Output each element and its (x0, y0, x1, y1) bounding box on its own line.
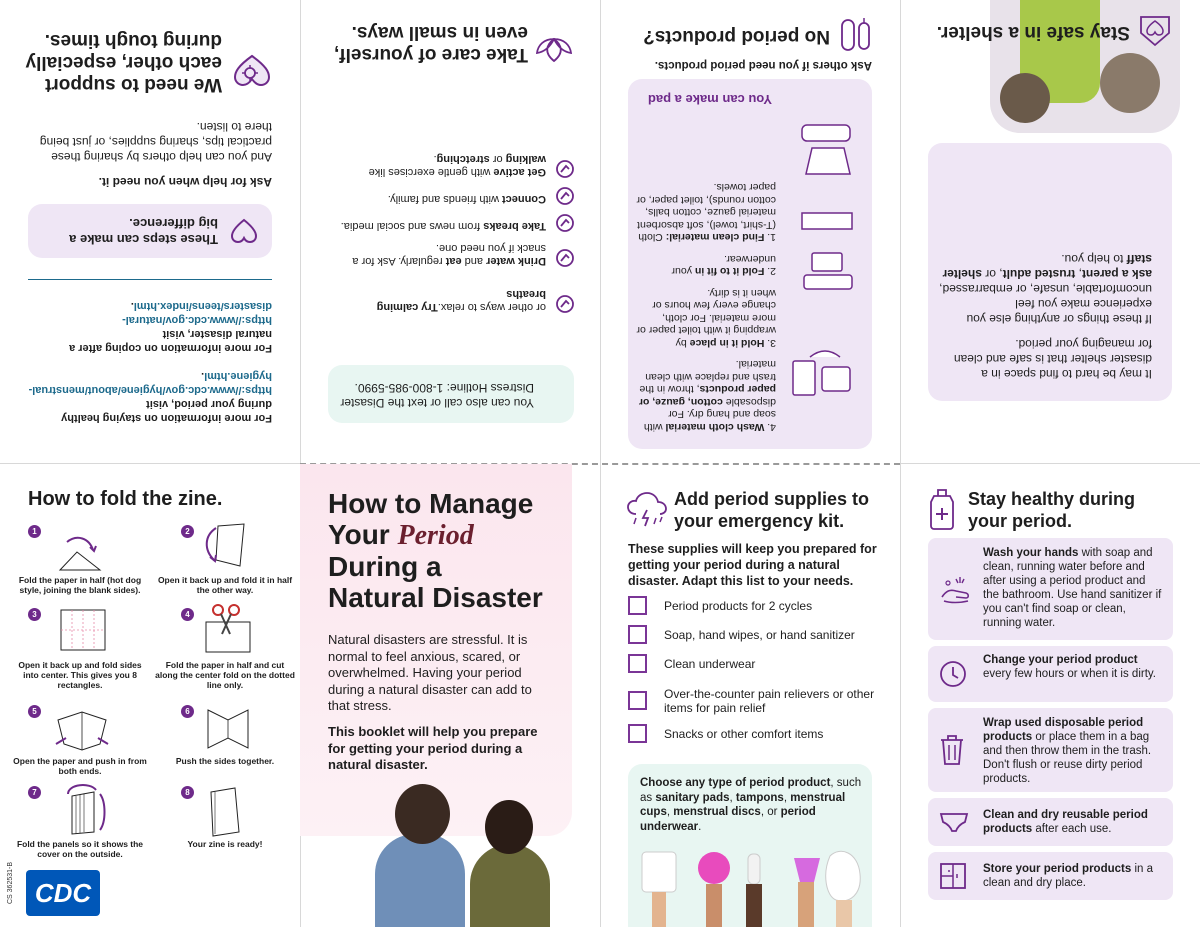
kit-item (628, 626, 878, 644)
item-bold: Try calming breaths (376, 288, 546, 313)
text: in a clean and dry place. (983, 863, 1153, 889)
item-bold: Take breaks (483, 220, 546, 232)
text: with soap and clean, running water before and after using a period product and the bathroom. Use hand sanitizer if you can't find soap or clean, running water. (983, 547, 1162, 629)
shelter-heart-icon (1138, 15, 1172, 47)
fold-step-text: Your zine is ready! (187, 839, 263, 849)
pad-step (636, 287, 776, 350)
item-text: or (489, 153, 506, 165)
person-right-head (485, 800, 533, 854)
person-photo (1100, 53, 1160, 113)
selfcare-item (334, 287, 574, 313)
text: , (729, 791, 736, 804)
selfcare-item (334, 214, 574, 232)
kit-item-label: Snacks or other comfort items (664, 727, 824, 741)
disasters-link[interactable]: https://www.cdc.gov/natural-disasters/teens/index.html (122, 300, 272, 326)
health-tip-text (983, 546, 1163, 630)
cover-lead: This booklet will help you prepare for getting your period during a natural disaster. (328, 724, 538, 772)
text: , (1075, 267, 1082, 281)
lotus-icon (534, 35, 574, 65)
bold: Wash your hands (983, 547, 1079, 559)
selfcare-title: Take care of yourself, even in small ways. (334, 22, 528, 65)
fold-step-text: Fold the panels so it shows the cover on the outside. (16, 839, 144, 859)
cover-intro: Natural disasters are stressful. It is normal to feel anxious, scared, or overwhelmed. Having your period during a natural disaster can add to that stress. (328, 632, 532, 713)
fold-step-text: Fold the paper in half and cut along the center fold on the dotted line only. (155, 660, 295, 690)
shelter-text (937, 251, 1152, 381)
kit-item (628, 597, 878, 615)
title-line: Natural Disaster (328, 582, 543, 613)
more-info-hygiene (52, 299, 272, 355)
bold: menstrual cups (640, 791, 846, 818)
kit-item (628, 655, 878, 673)
check-circle-icon (556, 214, 574, 232)
step-num: 4. (767, 421, 776, 433)
step-text: Cloth (T-shirt, towel), soft absorbent material gauze, cotton balls, cotton rounds), toilet paper, or paper towels. (636, 181, 776, 244)
kit-title: Add period supplies to your emergency kit. (674, 489, 870, 531)
pad-step (636, 181, 776, 244)
kit-item-label: Soap, hand wipes, or hand sanitizer (664, 628, 855, 642)
bold: Change your period product (983, 654, 1138, 666)
hotline-box (328, 365, 574, 423)
bold: Wrap used disposable period products (983, 717, 1144, 743)
cover-photo (375, 784, 550, 927)
selfcare-item (334, 152, 574, 178)
panel-kit (600, 464, 900, 927)
more-info-coping (28, 369, 272, 425)
hygiene-link[interactable]: https://www.cdc.gov/hygiene/about/menstrual-hygiene.html (28, 370, 272, 396)
make-a-pad-box (628, 79, 872, 449)
tampon-pad-icon (838, 17, 872, 53)
kit-item (628, 687, 878, 715)
item-text: from news and social media. (340, 220, 484, 232)
fold-title: How to fold the zine. (28, 488, 223, 510)
title-your: Your (328, 519, 398, 550)
checkbox[interactable] (628, 724, 647, 743)
step-number: 2 (181, 525, 194, 538)
checkbox[interactable] (628, 596, 647, 615)
pad-step (636, 253, 776, 278)
text: or place them in a bag and then throw them in the trash. Don't flush or reuse dirty period products. (983, 731, 1152, 785)
check-circle-icon (556, 295, 574, 313)
bold: menstrual discs (673, 806, 761, 818)
health-tip-text (983, 808, 1163, 836)
pad-steps-illustration (780, 109, 860, 409)
panel-healthy (900, 464, 1200, 927)
fold-step-text: Open it back up and fold sides into center. This gives you 8 rectangles. (18, 660, 142, 690)
text: , or (760, 806, 781, 818)
support-more-info (28, 299, 272, 425)
ask-for-help: Ask for help when you need it. (98, 175, 272, 189)
text: to help you. (1061, 252, 1127, 266)
fold-step-text: Open it back up and fold it in half the other way. (157, 575, 293, 595)
title-line: How to Manage (328, 488, 534, 519)
shelter-p1: It may be hard to find space in a disaster shelter that is safe and clean for managing your period. (953, 337, 1152, 381)
text: , (666, 806, 674, 818)
step-bold: Wash cloth material (665, 421, 765, 433)
shelter-title: Stay safe in a shelter. (936, 22, 1130, 43)
health-tip-text (983, 653, 1163, 681)
fold-step-illustration (200, 702, 256, 756)
step-number: 8 (181, 786, 194, 799)
item-text: with friends and family. (387, 193, 502, 205)
bold: Clean and dry reusable period products (983, 809, 1148, 835)
step-number: 4 (181, 608, 194, 621)
step-text: by wrapping it with toilet paper or more material. For cloth, change every few hours or when it is dirty. (636, 287, 776, 349)
hotline-text: You can also call or text the Disaster Distress Hotline: 1-800-985-5990. (340, 381, 534, 410)
fold-step-illustration (55, 604, 111, 656)
scissors-cut-illustration (200, 600, 256, 656)
step-num: 1. (767, 231, 776, 244)
panel-shelter (900, 0, 1200, 463)
fold-step-illustration (52, 704, 112, 756)
kit-subtitle: These supplies will keep you prepared for getting your period during a natural disaster. Adapt this list to your needs. (628, 542, 877, 588)
step-num: 3. (767, 337, 776, 349)
storage-cabinet-icon (938, 861, 968, 891)
item-bold: walking (505, 153, 546, 165)
kit-item-label: Period products for 2 cycles (664, 599, 813, 613)
bold: period underwear (640, 806, 816, 833)
check-circle-icon (556, 249, 574, 267)
document-code: CS 362531-B (7, 861, 14, 904)
item-text: regularly. Ask for a snack if you need one. (352, 242, 546, 267)
selfcare-item (334, 241, 574, 267)
panel-cover (300, 464, 600, 927)
more-info-end: . (130, 300, 134, 312)
cdc-logo: CDC (26, 870, 100, 916)
step-number: 5 (28, 705, 41, 718)
support-body (22, 119, 272, 189)
trash-can-icon (938, 733, 966, 767)
pad-steps (636, 181, 776, 433)
step-number: 1 (28, 525, 41, 538)
item-text: and (461, 255, 487, 267)
bold: ask a parent (1081, 267, 1152, 281)
item-text: . (433, 153, 437, 165)
health-tip-box (928, 538, 1173, 640)
more-info-text: For more information on coping after a natural disaster, visit (69, 328, 272, 354)
health-tip-text (983, 716, 1163, 786)
shelter-box (928, 143, 1172, 401)
fold-step-text: Fold the paper in half (hot dog style, joining the blank sides). (18, 575, 142, 595)
text: , or (981, 267, 1003, 281)
panel-fold (0, 464, 300, 927)
more-info-text: For more information on staying healthy during your period, visit (61, 398, 272, 424)
health-tip-box (928, 798, 1173, 846)
item-text: or other ways to relax. (437, 301, 546, 313)
item-text: with gentle exercises like (368, 166, 494, 178)
fold-step-illustration (200, 520, 250, 572)
pad-step (636, 358, 776, 433)
title-line: During a (328, 551, 442, 582)
item-bold: stretching (436, 153, 490, 165)
item-bold: Get active (493, 166, 546, 178)
title-period: Period (397, 520, 474, 551)
step-text: , throw in the trash and replace with clean material. (639, 358, 776, 396)
text: , such as (640, 777, 862, 804)
storm-cloud-icon (626, 490, 668, 528)
step-bold: Find clean material: (665, 231, 765, 244)
health-tip-box (928, 646, 1173, 702)
bold: shelter staff (942, 252, 1152, 281)
step-bold: Fold it to fit in (694, 265, 765, 278)
selfcare-list (334, 143, 574, 313)
panel-no-products (600, 0, 900, 463)
heart-icon (230, 218, 258, 244)
selfcare-item (334, 187, 574, 205)
shelter-p2 (937, 251, 1152, 326)
kit-item (628, 725, 878, 743)
bold: Store your period products (983, 863, 1132, 875)
hand-washing-icon (938, 573, 974, 605)
support-title: We need to support each other, especially during tough times. (25, 30, 222, 95)
kit-item-label: Over-the-counter pain relievers or other items for pain relief (664, 687, 875, 715)
product-types-box (628, 764, 872, 927)
health-tip-box (928, 708, 1173, 792)
check-circle-icon (556, 160, 574, 178)
step-number: 7 (28, 786, 41, 799)
health-tip-box (928, 852, 1173, 900)
divider (28, 279, 272, 280)
item-bold: Drink water (486, 255, 546, 267)
text: after each use. (1032, 823, 1112, 835)
checkbox[interactable] (628, 654, 647, 673)
fold-step-text: Push the sides together. (175, 756, 275, 766)
step-num: 2. (767, 265, 776, 278)
person-right (470, 844, 550, 927)
checkbox[interactable] (628, 625, 647, 644)
cover-title (328, 488, 578, 613)
virus-heart-icon (230, 52, 272, 88)
more-info-end: . (201, 370, 205, 382)
no-products-subtitle: Ask others if you need period products. (654, 59, 872, 71)
kit-item-label: Clean underwear (664, 657, 756, 671)
step-number: 3 (28, 608, 41, 621)
check-circle-icon (556, 187, 574, 205)
healthy-title: Stay healthy during your period. (968, 489, 1136, 531)
text: every few hours or when it is dirty. (983, 668, 1156, 680)
kit-checklist (628, 597, 878, 752)
bold: Choose any type of period product (640, 777, 831, 789)
underwear-icon (938, 810, 970, 834)
text: . (698, 820, 702, 833)
bold: trusted adult (1002, 267, 1076, 281)
panel-selfcare (300, 0, 600, 463)
sanitizer-bottle-icon (928, 488, 956, 530)
step-number: 6 (181, 705, 194, 718)
step-bold: cotton, gauze, or paper products (638, 383, 776, 408)
fold-step-illustration (60, 782, 110, 838)
hands-with-products-illustration (636, 844, 866, 927)
person-left-head (395, 784, 450, 844)
item-bold: Connect (502, 193, 546, 205)
person-photo (1000, 73, 1050, 123)
no-products-title: No period products? (643, 26, 830, 47)
support-body-text: And you can help others by sharing these practical tips, sharing supplies, or just being there to listen. (39, 120, 272, 164)
callout-box (28, 204, 272, 258)
step-text: with soap and hang dry. For disposable (643, 396, 776, 433)
checkbox[interactable] (628, 691, 647, 710)
fold-step-illustration (205, 784, 247, 838)
step-text: your underwear. (671, 253, 776, 278)
callout-text: These steps can make a big difference. (69, 216, 218, 247)
fold-step-text: Open the paper and push in from both ends. (13, 756, 147, 776)
health-tip-text (983, 862, 1163, 890)
title-line (328, 519, 578, 551)
item-bold: eat (445, 255, 462, 267)
step-bold: Hold it in place (689, 337, 765, 349)
bold: tampons (735, 791, 784, 804)
bold: sanitary pads (655, 791, 730, 804)
clock-icon (938, 659, 968, 689)
person-left (375, 834, 465, 927)
pad-title: You can make a pad (647, 92, 772, 107)
panel-support (0, 0, 300, 463)
fold-step-illustration (55, 532, 105, 574)
text: If these things or anything else you experience make you feel uncomfortable, unsafe, or embarrassed, (939, 282, 1152, 326)
product-types-text (640, 776, 865, 834)
text: , (783, 791, 791, 804)
